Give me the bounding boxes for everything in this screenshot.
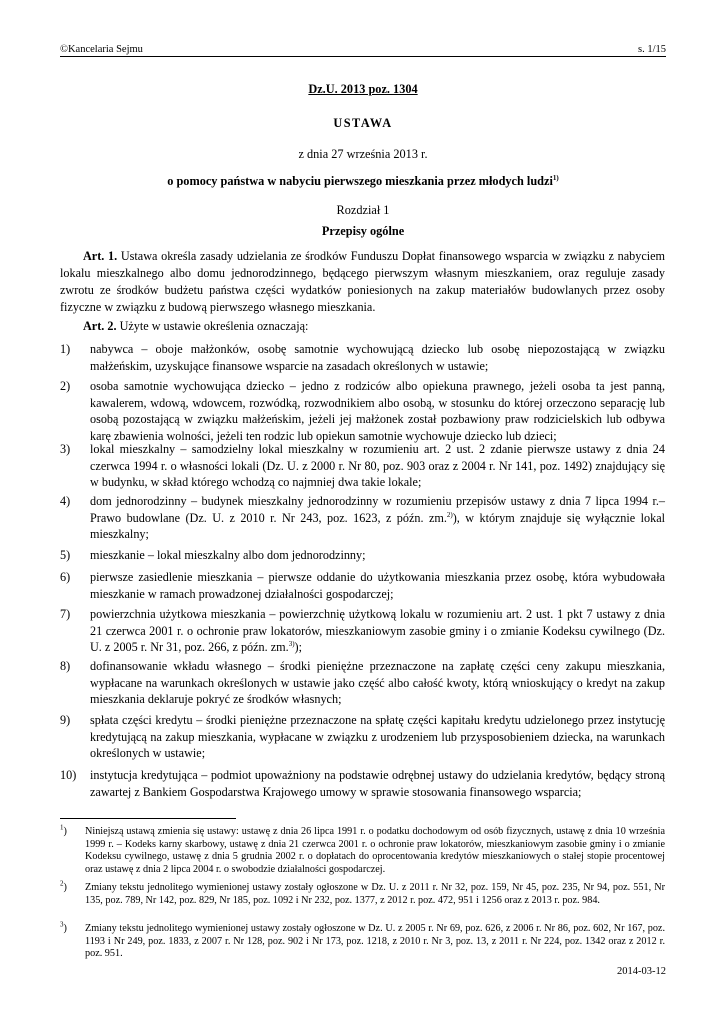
article-1-label: Art. 1. [83,249,118,263]
definition-item: 5) mieszkanie – lokal mieszkalny albo dom jednorodzinny; [60,548,366,562]
article-2-label: Art. 2. [83,319,117,333]
article-2 [60,318,665,335]
act-type: USTAWA [333,116,393,130]
definition-item: 10) instytucja kredytująca – podmiot upoważniony na podstawie odrębnej ustawy do udzielania kredytów, będący stroną zawartej z Bankiem Gospodarstwa Krajowego umowy w sprawie stosowania finansowego wsparcia; [60,768,665,799]
act-title-footnote-ref: 1) [552,173,559,182]
definition-item: 1) nabywca – oboje małżonków, osobę samotnie wychowującą dziecko lub osobę niepozostającą w związku małżeńskim, uzyskujące finansowe wsparcie na zasadach określonych w ustawie; [60,342,665,373]
definition-item: 9) spłata części kredytu – środki pieniężne przeznaczone na spłatę części kapitału kredytu udzielonego przez instytucję kredytującą na zakup mieszkania, wypłacane w związku z urodzeniem lub przysposobieniem dziecka, na warunkach określonych w ustawie; [60,713,665,761]
footnote-separator [60,818,236,819]
chapter-number: Rozdział 1 [336,203,390,217]
page-header [60,44,666,57]
footnote: $^3$) Zmiany tekstu jednolitego wymienionej ustawy zostały ogłoszone w Dz. U. z 2005 r. Nr 69, poz. 626, z 2006 r. Nr 86, poz. 602, Nr 167, poz. 1193 i Nr 249, poz. 1833, z 2007 r. Nr 128, poz. 902 i Nr 173, poz. 1218, z 2010 r. Nr 3, poz. 13, z 2011 r. Nr 224, poz. 1342 oraz z 2012 r. poz. 951. [60,920,665,960]
header-source: ©Kancelaria Sejmu [60,44,143,55]
footnote: $^2$) Zmiany tekstu jednolitego wymienionej ustawy zostały ogłoszone w Dz. U. z 2011 r. Nr 32, poz. 159, Nr 45, poz. 235, Nr 94, poz. 551, Nr 135, poz. 789, Nr 142, poz. 829, Nr 185, poz. 1092 i Nr 232, poz. 1377, z 2012 r. poz. 472, 951 i 1256 oraz z 2013 r. poz. 984. [60,879,665,906]
footer-date: 2014-03-12 [617,966,666,977]
page-number: s. 1/15 [637,44,666,55]
act-title-text: o pomocy państwa w nabyciu pierwszego mieszkania przez młodych ludzi [167,174,553,188]
footnote: $^1$) Niniejszą ustawą zmienia się ustawy: ustawę z dnia 26 lipca 1991 r. o podatku dochodowym od osób fizycznych, ustawę z dnia 10 września 1999 r. – Kodeks karny skarbowy, ustawę z dnia 21 czerwca 2001 r. o ochronie praw lokatorów, mieszkaniowym zasobie gminy i o zmianie Kodeksu cywilnego, ustawę z dnia 5 grudnia 2002 r. o dopłatach do oprocentowania kredytów mieszkaniowych o stałej stopie procentowej oraz ustawę z dnia 2 lipca 2004 r. o swobodzie działalności gospodarczej. [60,823,665,875]
footnote-ref: 2) [446,510,453,519]
footnote-ref: 3) [288,640,295,649]
definition-item: 4) dom jednorodzinny – budynek mieszkalny jednorodzinny w rozumieniu przepisów ustawy z dnia 7 lipca 1994 r.– Prawo budowlane (Dz. U. z 2010 r. Nr 243, poz. 1623, z późn. zm.$^{2)}$), w którym znajduje się wyłącznie lokal mieszkalny; [60,494,665,542]
definition-item: 3) lokal mieszkalny – samodzielny lokal mieszkalny w rozumieniu art. 2 ust. 2 zdanie pierwsze ustawy z dnia 24 czerwca 1994 r. o własności lokali (Dz. U. z 2000 r. Nr 80, poz. 903 oraz z 2004 r. Nr 141, poz. 1492) znajdujący się w budynku, w skład którego wchodzą co najmniej dwa takie lokale; [60,442,665,490]
article-1 [60,248,665,316]
article-1-text: Ustawa określa zasady udzielania ze środków Funduszu Dopłat finansowego wsparcia w związku z nabyciem lokalu mieszkalnego albo domu jednorodzinnego, będącego pierwszym własnym mieszkaniem, oraz reguluje zasady zwrotu ze środków budżetu państwa części wydatków poniesionych na zakup materiałów budowlanych przez osoby fizyczne w związku z budową pierwszego własnego mieszkania. [60,249,666,314]
article-2-intro: Użyte w ustawie określenia oznaczają: [119,319,309,333]
definition-item: 2) osoba samotnie wychowująca dziecko – jedno z rodziców albo opiekuna prawnego, jeżeli osoba ta jest panną, kawalerem, wdową, wdowcem, rozwódką, rozwodnikiem albo osobą, w stosunku do której orzeczono separację lub osobą pozostającą w związku małżeńskim, jeżeli jej małżonek został pozbawiony praw rodzicielskich lub odbywa karę zbawienia wolności, jeżeli ten rodzic lub opiekun samotnie wychowuje dziecko lub dzieci; [60,379,665,443]
journal-reference: Dz.U. 2013 poz. 1304 [308,82,418,96]
definition-item: 7) powierzchnia użytkowa mieszkania – powierzchnię użytkową lokalu w rozumieniu art. 2 ust. 1 pkt 7 ustawy z dnia 21 czerwca 2001 r. o ochronie praw lokatorów, mieszkaniowym zasobie gminy i o zmianie Kodeksu cywilnego (Dz. U. z 2005 r. Nr 31, poz. 266, z późn. zm.$^{3)}$); [60,607,665,655]
definition-item: 8) dofinansowanie wkładu własnego – środki pieniężne przeznaczone na zapłatę części ceny zakupu mieszkania, wypłacane na warunkach określonych w ustawie jako część albo całość kwoty, którą wnioskujący o kredyt na zakup mieszkania deklaruje pokryć ze środków własnych; [60,659,665,707]
act-title [60,174,666,189]
definition-item: 6) pierwsze zasiedlenie mieszkania – pierwsze oddanie do użytkowania mieszkania przez osobę, która wybudowała mieszkanie w ramach prowadzonej działalności gospodarczej; [60,570,665,601]
chapter-title: Przepisy ogólne [321,224,405,238]
act-date: z dnia 27 września 2013 r. [298,147,428,161]
